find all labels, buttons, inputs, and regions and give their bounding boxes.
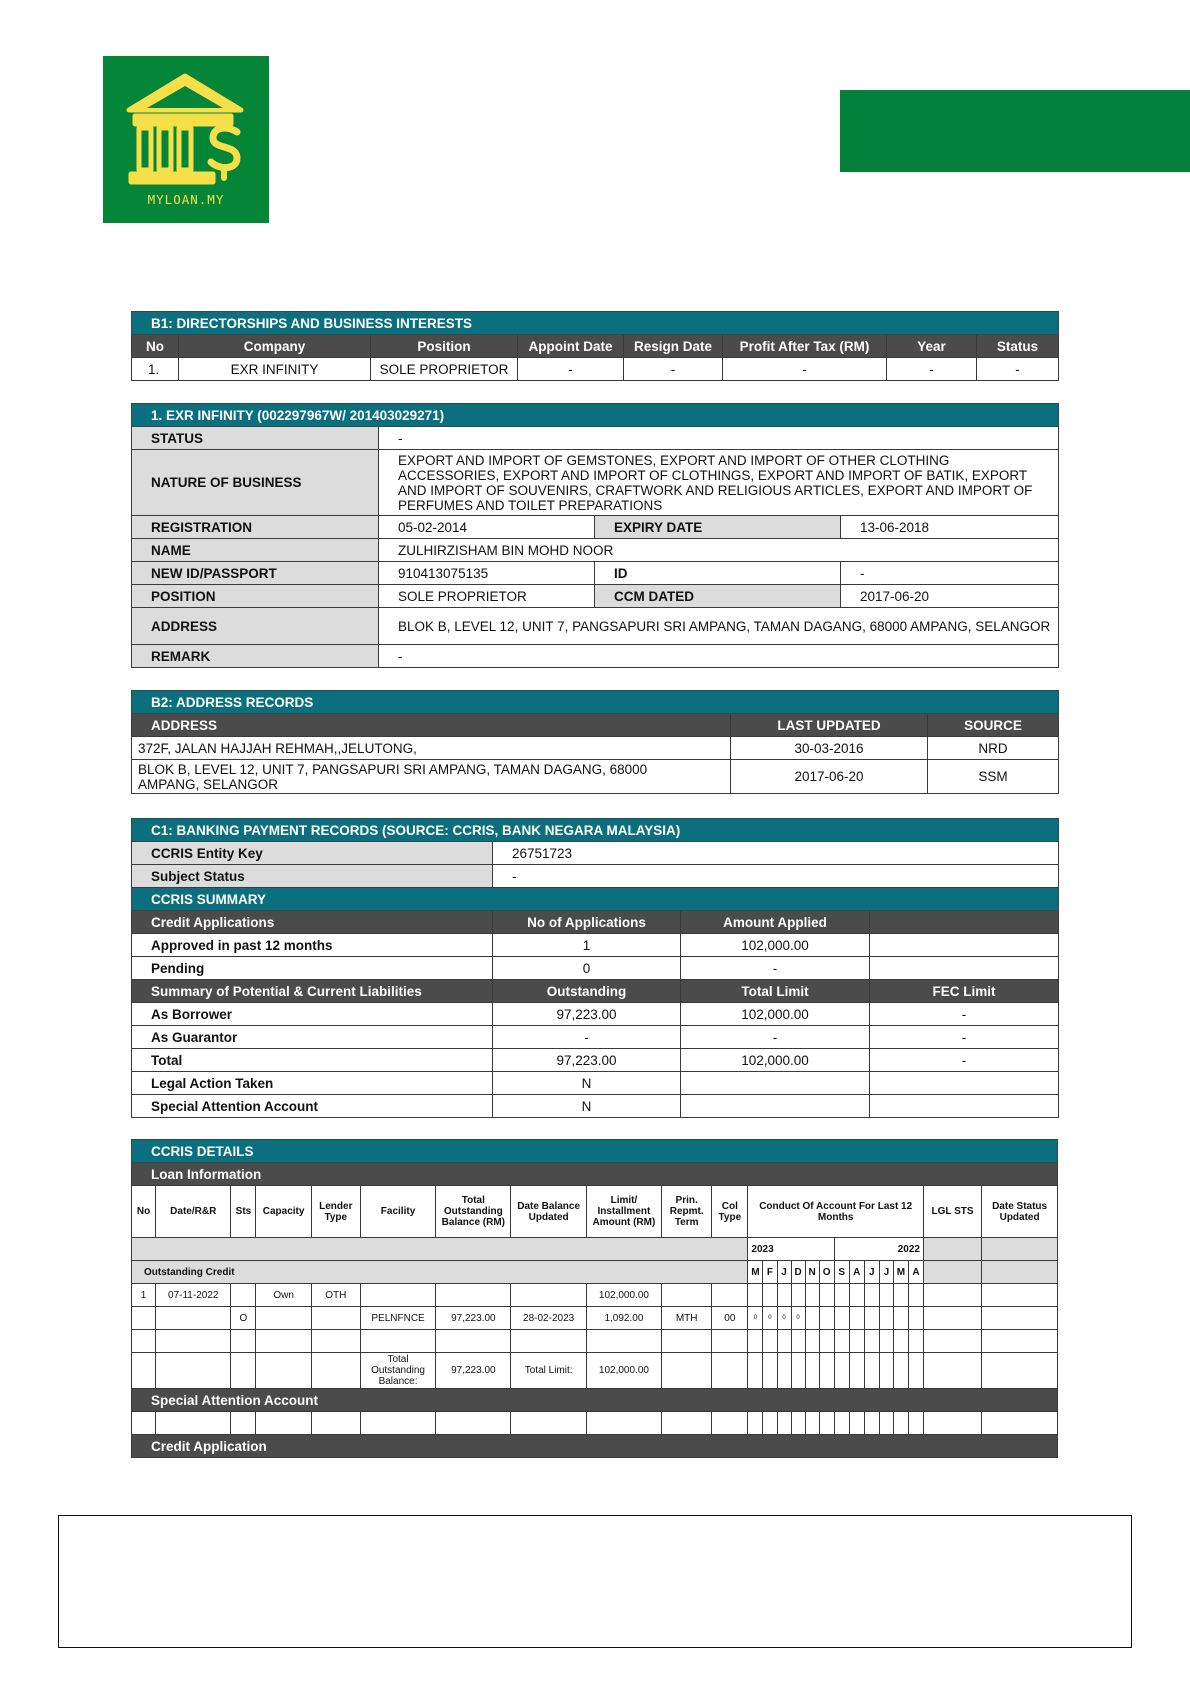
logo-text: MYLOAN.MY xyxy=(147,192,225,207)
column-header: LGL STS xyxy=(923,1186,981,1238)
remark-value: - xyxy=(379,645,1059,668)
nature-label: NATURE OF BUSINESS xyxy=(132,450,379,516)
cell: - xyxy=(870,1026,1059,1049)
ccm-label: CCM DATED xyxy=(595,585,841,608)
year-right: 2022 xyxy=(834,1238,923,1261)
cell: SSM xyxy=(928,760,1059,794)
year-left: 2023 xyxy=(748,1238,834,1261)
total-outstanding-value: 97,223.00 xyxy=(436,1353,511,1389)
position-value: SOLE PROPRIETOR xyxy=(379,585,595,608)
section-title: C1: BANKING PAYMENT RECORDS (SOURCE: CCRIS, BANK NEGARA MALAYSIA) xyxy=(132,819,1059,842)
table-row xyxy=(132,1026,1059,1049)
cell xyxy=(870,957,1059,980)
cell xyxy=(360,1284,435,1307)
cell xyxy=(662,1284,712,1307)
cell: 2017-06-20 xyxy=(731,760,928,794)
column-header: Outstanding xyxy=(493,980,681,1003)
total-limit-label: Total Limit: xyxy=(511,1353,586,1389)
column-header: Position xyxy=(371,335,518,358)
column-header: Resign Date xyxy=(624,335,723,358)
month-label: J xyxy=(777,1261,791,1284)
cell xyxy=(511,1284,586,1307)
cell xyxy=(256,1307,311,1330)
cell: 00 xyxy=(712,1307,748,1330)
column-header: LAST UPDATED xyxy=(731,714,928,737)
column-header: Status xyxy=(977,335,1059,358)
column-header: Year xyxy=(887,335,977,358)
cell: NRD xyxy=(928,737,1059,760)
column-header: Date/R&R xyxy=(156,1186,231,1238)
column-header: Date Balance Updated xyxy=(511,1186,586,1238)
month-label: D xyxy=(791,1261,805,1284)
status-value: - xyxy=(379,427,1059,450)
brand-logo xyxy=(103,56,269,223)
cell xyxy=(231,1284,256,1307)
nature-value: EXPORT AND IMPORT OF GEMSTONES, EXPORT AND IMPORT OF OTHER CLOTHING ACCESSORIES, EXPORT AND IMPORT OF CLOTHINGS, EXPORT AND IMPORT OF BATIK, EXPORT AND IMPORT OF SOUVENIRS, CRAFTWORK AND RELIGIOUS ARTICLES, EXPORT AND IMPORT OF PERFUMES AND TOILET PREPARATIONS xyxy=(379,450,1059,516)
cell: OTH xyxy=(311,1284,360,1307)
cell: Pending xyxy=(132,957,493,980)
month-label: N xyxy=(805,1261,819,1284)
conduct-cell: 0 xyxy=(748,1307,763,1330)
total-limit-value: 102,000.00 xyxy=(586,1353,661,1389)
table-row xyxy=(132,957,1059,980)
saa-label: Special Attention Account xyxy=(132,1095,493,1118)
status-label: STATUS xyxy=(132,427,379,450)
cell: SOLE PROPRIETOR xyxy=(371,358,518,381)
cell: 28-02-2023 xyxy=(511,1307,586,1330)
bottom-box xyxy=(58,1515,1132,1648)
special-attention-header: Special Attention Account xyxy=(132,1389,1058,1412)
cell: 102,000.00 xyxy=(586,1284,661,1307)
column-header: Conduct Of Account For Last 12 Months xyxy=(748,1186,924,1238)
section-title: B1: DIRECTORSHIPS AND BUSINESS INTERESTS xyxy=(132,312,1059,335)
name-value: ZULHIRZISHAM BIN MOHD NOOR xyxy=(379,539,1059,562)
cell: EXR INFINITY xyxy=(179,358,371,381)
cell: MTH xyxy=(662,1307,712,1330)
table-row xyxy=(132,1072,1059,1095)
column-header: ADDRESS xyxy=(132,714,731,737)
cell: 372F, JALAN HAJJAH REHMAH,,JELUTONG, xyxy=(132,737,731,760)
conduct-cell: 0 xyxy=(763,1307,777,1330)
credit-application-header: Credit Application xyxy=(132,1435,1058,1458)
cell: 30-03-2016 xyxy=(731,737,928,760)
cell: 102,000.00 xyxy=(681,1049,870,1072)
column-header: Company xyxy=(179,335,371,358)
registration-value: 05-02-2014 xyxy=(379,516,595,539)
section-title: B2: ADDRESS RECORDS xyxy=(132,691,1059,714)
column-header: No of Applications xyxy=(493,911,681,934)
table-row xyxy=(132,1095,1059,1118)
cell: As Guarantor xyxy=(132,1026,493,1049)
newid-label: NEW ID/PASSPORT xyxy=(132,562,379,585)
cell: 97,223.00 xyxy=(436,1307,511,1330)
directorships-table xyxy=(131,311,1059,381)
column-header: Summary of Potential & Current Liabilities xyxy=(132,980,493,1003)
cell: - xyxy=(870,1049,1059,1072)
column-header: Prin. Repmt. Term xyxy=(662,1186,712,1238)
saa-value: N xyxy=(493,1095,681,1118)
column-header: Appoint Date xyxy=(518,335,624,358)
remark-label: REMARK xyxy=(132,645,379,668)
table-row xyxy=(132,1049,1059,1072)
cell xyxy=(156,1307,231,1330)
id-value: - xyxy=(841,562,1059,585)
column-header: Facility xyxy=(360,1186,435,1238)
summary-title: CCRIS SUMMARY xyxy=(132,888,1059,911)
legal-action-value: N xyxy=(493,1072,681,1095)
table-row xyxy=(132,358,1059,381)
cell xyxy=(311,1307,360,1330)
cell: 97,223.00 xyxy=(493,1003,681,1026)
month-label: J xyxy=(879,1261,893,1284)
section-title: 1. EXR INFINITY (002297967W/ 201403029271) xyxy=(132,404,1059,427)
cell: 1. xyxy=(132,358,179,381)
ccris-details-table xyxy=(131,1139,1058,1458)
cell: 102,000.00 xyxy=(681,934,870,957)
cell: As Borrower xyxy=(132,1003,493,1026)
column-header: Lender Type xyxy=(311,1186,360,1238)
cell: - xyxy=(681,1026,870,1049)
column-header: SOURCE xyxy=(928,714,1059,737)
column-header: Total Outstanding Balance (RM) xyxy=(436,1186,511,1238)
cell: - xyxy=(723,358,887,381)
cell: 1,092.00 xyxy=(586,1307,661,1330)
column-header: No xyxy=(132,1186,156,1238)
total-outstanding-label: Total Outstanding Balance: xyxy=(360,1353,435,1389)
column-header: Col Type xyxy=(712,1186,748,1238)
month-label: S xyxy=(834,1261,849,1284)
entity-details-table xyxy=(131,403,1059,668)
month-label: A xyxy=(908,1261,923,1284)
column-header: Total Limit xyxy=(681,980,870,1003)
section-title: CCRIS DETAILS xyxy=(132,1140,1058,1163)
month-label: O xyxy=(819,1261,834,1284)
month-label: M xyxy=(893,1261,908,1284)
cell: - xyxy=(518,358,624,381)
column-header xyxy=(870,911,1059,934)
column-header: No xyxy=(132,335,179,358)
ccm-value: 2017-06-20 xyxy=(841,585,1059,608)
cell: 102,000.00 xyxy=(681,1003,870,1026)
table-row xyxy=(132,1003,1059,1026)
column-header: Profit After Tax (RM) xyxy=(723,335,887,358)
cell: - xyxy=(624,358,723,381)
cell: - xyxy=(681,957,870,980)
entity-key-value: 26751723 xyxy=(493,842,1059,865)
header-banner xyxy=(840,90,1190,172)
month-label: F xyxy=(763,1261,777,1284)
expiry-label: EXPIRY DATE xyxy=(595,516,841,539)
column-header: Limit/ Installment Amount (RM) xyxy=(586,1186,661,1238)
column-header: Credit Applications xyxy=(132,911,493,934)
table-row xyxy=(132,934,1059,957)
address-label: ADDRESS xyxy=(132,608,379,645)
newid-value: 910413075135 xyxy=(379,562,595,585)
cell: 07-11-2022 xyxy=(156,1284,231,1307)
cell: Total xyxy=(132,1049,493,1072)
banking-records-table xyxy=(131,818,1059,1118)
table-row xyxy=(132,760,1059,794)
entity-key-label: CCRIS Entity Key xyxy=(132,842,493,865)
cell: PELNFNCE xyxy=(360,1307,435,1330)
table-row xyxy=(132,737,1059,760)
subject-status-value: - xyxy=(493,865,1059,888)
column-header: Sts xyxy=(231,1186,256,1238)
cell: Own xyxy=(256,1284,311,1307)
column-header: Date Status Updated xyxy=(982,1186,1058,1238)
cell xyxy=(712,1284,748,1307)
cell: 1 xyxy=(493,934,681,957)
loan-information-header: Loan Information xyxy=(132,1163,1058,1186)
outstanding-credit-label: Outstanding Credit xyxy=(132,1261,748,1284)
month-label: J xyxy=(864,1261,879,1284)
cell: - xyxy=(977,358,1059,381)
legal-action-label: Legal Action Taken xyxy=(132,1072,493,1095)
subject-status-label: Subject Status xyxy=(132,865,493,888)
expiry-value: 13-06-2018 xyxy=(841,516,1059,539)
cell: 97,223.00 xyxy=(493,1049,681,1072)
cell: O xyxy=(231,1307,256,1330)
column-header: FEC Limit xyxy=(870,980,1059,1003)
conduct-cell: 0 xyxy=(791,1307,805,1330)
table-row xyxy=(132,1307,1058,1330)
id-label: ID xyxy=(595,562,841,585)
cell: - xyxy=(887,358,977,381)
position-label: POSITION xyxy=(132,585,379,608)
cell: Approved in past 12 months xyxy=(132,934,493,957)
column-header: Amount Applied xyxy=(681,911,870,934)
address-value: BLOK B, LEVEL 12, UNIT 7, PANGSAPURI SRI AMPANG, TAMAN DAGANG, 68000 AMPANG, SELANGOR xyxy=(379,608,1059,645)
month-label: A xyxy=(849,1261,864,1284)
bank-dollar-icon xyxy=(125,70,247,190)
cell: 0 xyxy=(493,957,681,980)
cell: 1 xyxy=(132,1284,156,1307)
cell xyxy=(132,1307,156,1330)
address-records-table xyxy=(131,690,1059,794)
month-label: M xyxy=(748,1261,763,1284)
cell: - xyxy=(870,1003,1059,1026)
conduct-cell: 0 xyxy=(777,1307,791,1330)
cell: BLOK B, LEVEL 12, UNIT 7, PANGSAPURI SRI AMPANG, TAMAN DAGANG, 68000 AMPANG, SELANGOR xyxy=(132,760,731,794)
cell xyxy=(870,934,1059,957)
name-label: NAME xyxy=(132,539,379,562)
cell xyxy=(436,1284,511,1307)
table-row xyxy=(132,1284,1058,1307)
column-header: Capacity xyxy=(256,1186,311,1238)
registration-label: REGISTRATION xyxy=(132,516,379,539)
cell: - xyxy=(493,1026,681,1049)
